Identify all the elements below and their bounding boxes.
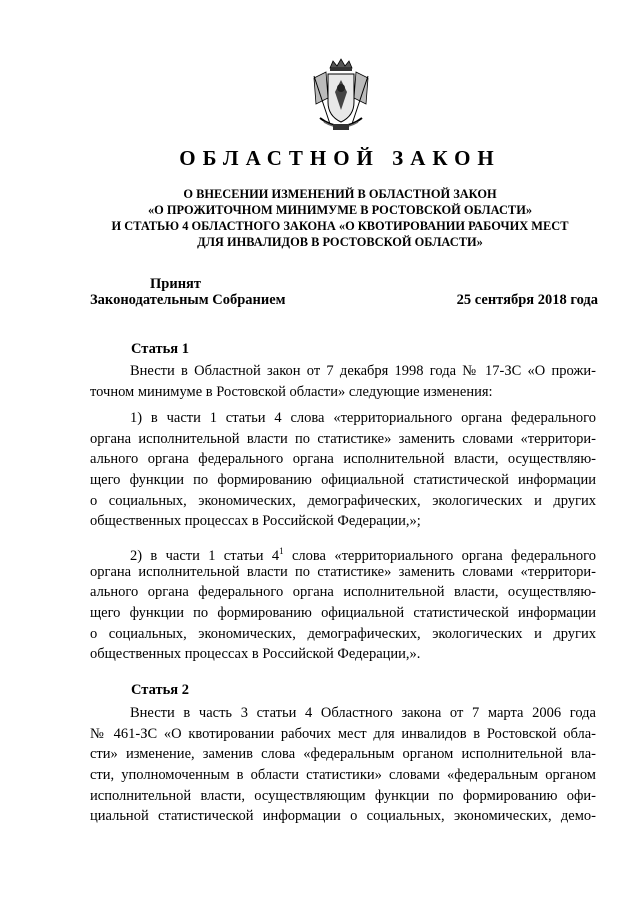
subtitle-line: ДЛЯ ИНВАЛИДОВ В РОСТОВСКОЙ ОБЛАСТИ» bbox=[197, 235, 483, 249]
text-line: точном минимуме в Ростовской области» следующие изменения: bbox=[90, 383, 493, 400]
rostov-oblast-coat-of-arms-icon bbox=[306, 58, 376, 134]
article-2-text bbox=[90, 703, 596, 827]
text-line: общественных процессах в Российской Федерации,». bbox=[90, 646, 421, 663]
text-line: ального органа федерального органа исполнительной власти, осуществляю- bbox=[90, 451, 596, 468]
article-1-intro bbox=[90, 361, 596, 402]
text-line: сти» изменение, заменив слова «федеральным органом исполнительной вла- bbox=[90, 746, 596, 763]
subtitle-line: «О ПРОЖИТОЧНОМ МИНИМУМЕ В РОСТОВСКОЙ ОБЛАСТИ» bbox=[147, 203, 533, 217]
text-line: о социальных, экономических, демографических, экологических и других bbox=[90, 625, 596, 642]
subtitle-line: И СТАТЬЮ 4 ОБЛАСТНОГО ЗАКОНА «О КВОТИРОВАНИИ РАБОЧИХ МЕСТ bbox=[111, 219, 569, 233]
text-line: щего функции по формированию официальной статистической информации bbox=[90, 605, 596, 622]
text-line: Внести в Областной закон от 7 декабря 1998 года № 17-ЗС «О прожи- bbox=[130, 363, 596, 379]
article-2-heading: Статья 2 bbox=[131, 682, 189, 698]
text-line: сти, уполномоченным в области статистики» словами «федеральным органом bbox=[90, 767, 596, 784]
adopting-body: Законодательным Собранием bbox=[90, 292, 286, 308]
text-line: общественных процессах в Российской Федерации,»; bbox=[90, 513, 421, 530]
item-2-first-rest: слова «территориального органа федерального bbox=[283, 548, 596, 564]
subtitle-line: О ВНЕСЕНИИ ИЗМЕНЕНИЙ В ОБЛАСТНОЙ ЗАКОН bbox=[183, 187, 497, 201]
document-subtitle bbox=[0, 186, 640, 250]
item-2-prefix: 2) в части 1 статьи 4 bbox=[130, 548, 280, 564]
text-line: органа исполнительной власти по статистике» заменить словами «территори- bbox=[90, 563, 596, 580]
text-line: Внести в часть 3 статьи 4 Областного закона от 7 марта 2006 года bbox=[130, 705, 596, 721]
article-1-heading: Статья 1 bbox=[131, 341, 189, 357]
text-line: щего функции по формированию официальной статистической информации bbox=[90, 472, 596, 489]
superscript: 1 bbox=[279, 546, 284, 556]
document-title: ОБЛАСТНОЙ ЗАКОН bbox=[179, 146, 501, 170]
adoption-date: 25 сентября 2018 года bbox=[456, 292, 598, 308]
article-1-item-2 bbox=[90, 541, 596, 665]
text-line: циальной статистической информации о социальных, экономических, демо- bbox=[90, 808, 596, 825]
text-line: о социальных, экономических, демографических, экологических и других bbox=[90, 492, 596, 509]
adopted-label: Принят bbox=[150, 276, 202, 292]
text-line: органа исполнительной власти по статистике» заменить словами «территори- bbox=[90, 430, 596, 447]
article-1-item-1 bbox=[90, 408, 596, 532]
text-line: ального органа федерального органа исполнительной власти, осуществляю- bbox=[90, 584, 596, 601]
text-line bbox=[90, 541, 596, 562]
text-line: 1) в части 1 статьи 4 слова «территориального органа федерального bbox=[130, 410, 596, 426]
text-line: исполнительной власти, осуществляющим функции по формированию офи- bbox=[90, 787, 596, 804]
text-line: № 461-ЗС «О квотировании рабочих мест для инвалидов в Ростовской обла- bbox=[90, 725, 596, 742]
